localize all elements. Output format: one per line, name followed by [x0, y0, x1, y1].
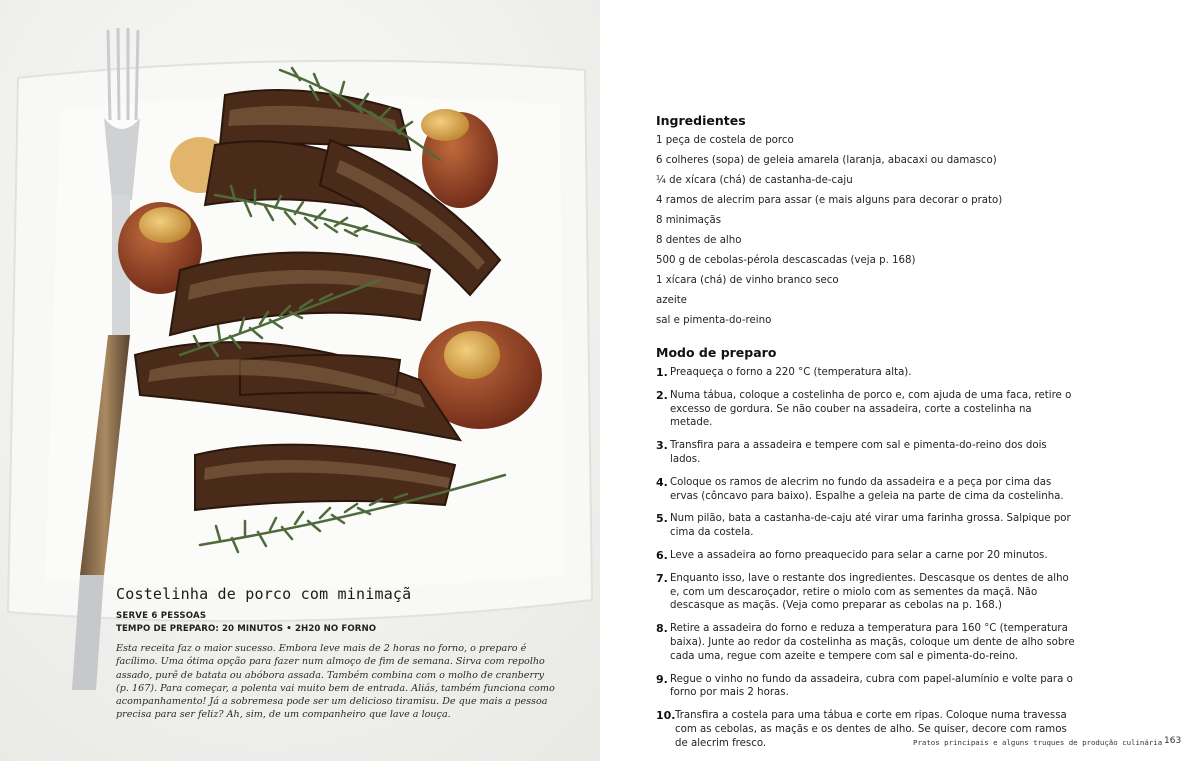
ingredient-item: 1 peça de costela de porco [656, 135, 794, 146]
servings: SERVE 6 PESSOAS [116, 611, 207, 621]
step-number: 3. [656, 439, 668, 453]
recipe-page [600, 0, 1194, 761]
step-number: 2. [656, 388, 668, 402]
ingredient-item: 4 ramos de alecrim para assar (e mais alguns para decorar o prato) [656, 195, 1003, 206]
step-number: 4. [656, 475, 668, 489]
step-text: Enquanto isso, lave o restante dos ingredientes. Descasque os dentes de alho e, com um descaroçador, retire o miolo com as sementes da maçã. Não descasque as maçãs. (Veja como preparar as cebolas na p. 168.) [670, 572, 1069, 612]
ingredient-item: 8 minimaçãs [656, 215, 722, 226]
step-text: Leve a assadeira ao forno preaquecido para selar a carne por 20 minutos. [670, 549, 1048, 561]
preparation-steps [656, 366, 1076, 760]
step-text: Preaqueça o forno a 220 °C (temperatura alta). [670, 367, 912, 378]
step-number: 9. [656, 672, 668, 686]
step-text: Numa tábua, coloque a costelinha de porco e, com ajuda de uma faca, retire o excesso de gordura. Se não couber na assadeira, corte a costelinha na metade. [670, 389, 1072, 429]
step-text: Regue o vinho no fundo da assadeira, cubra com papel-alumínio e volte para o forno por mais 2 horas. [670, 673, 1073, 699]
step-text: Coloque os ramos de alecrim no fundo da assadeira e a peça por cima das ervas (côncavo para baixo). Espalhe a geleia na parte de cima da costelinha. [670, 476, 1064, 502]
step-item [656, 439, 1076, 467]
ingredient-item: 6 colheres (sopa) de geleia amarela (laranja, abacaxi ou damasco) [656, 155, 997, 166]
step-item [656, 476, 1076, 504]
ingredient-item: azeite [656, 295, 687, 306]
ingredient-item: sal e pimenta-do-reino [656, 315, 772, 326]
step-item [656, 512, 1076, 540]
step-number: 8. [656, 622, 668, 636]
step-number: 6. [656, 548, 668, 562]
step-item [656, 366, 1076, 380]
ingredient-item: 8 dentes de alho [656, 235, 742, 246]
step-item [656, 389, 1076, 430]
step-number: 10. [656, 709, 676, 723]
page-number: 163 [1164, 736, 1182, 746]
step-number: 7. [656, 571, 668, 585]
ingredients-list [656, 131, 1002, 331]
step-item [656, 572, 1076, 613]
step-number: 1. [656, 366, 668, 379]
step-text: Retire a assadeira do forno e reduza a temperatura para 160 °C (temperatura baixa). Junte ao redor da costelinha as maçãs, coloque um dente de alho sobre cada uma, regue com azeite e tempere com sal e pimenta-do-reino. [670, 623, 1075, 662]
step-text: Transfira a costela para uma tábua e corte em ripas. Coloque numa travessa com as cebolas, as maçãs e os dentes de alho. Se quiser, decore com ramos de alecrim fresco. [675, 710, 1067, 749]
step-item [656, 673, 1076, 701]
step-number: 5. [656, 512, 668, 526]
ingredient-item: 500 g de cebolas-pérola descascadas (veja p. 168) [656, 255, 916, 266]
step-text: Num pilão, bata a castanha-de-caju até virar uma farinha grossa. Salpique por cima da costela. [670, 513, 1071, 539]
ingredient-item: ¼ de xícara (chá) de castanha-de-caju [656, 175, 853, 186]
step-item [656, 622, 1076, 663]
recipe-title: Costelinha de porco com minimaçã [116, 585, 412, 603]
ingredient-item: 1 xícara (chá) de vinho branco seco [656, 275, 839, 286]
prep-time: TEMPO DE PREPARO: 20 MINUTOS • 2H20 NO FORNO [116, 624, 377, 634]
step-item [656, 549, 1076, 563]
recipe-intro: Esta receita faz o maior sucesso. Embora leve mais de 2 horas no forno, o preparo é facílimo. Uma ótima opção para fazer num almoço de fim de semana. Sirva com repolho assado, purê de batata ou abóbora assada. Também combina com o molho de cranberry (p. 167). Para começar, a polenta vai muito bem de entrada. Aliás, também funciona como acompanhamento! Já a sobremesa pode ser um delicioso tiramisu. De que mais a pessoa precisa para ser feliz? Ah, sim, de um companheiro que lave a louça. [116, 643, 555, 721]
preparation-heading: Modo de preparo [656, 345, 777, 360]
step-text: Transfira para a assadeira e tempere com sal e pimenta-do-reino dos dois lados. [670, 440, 1047, 465]
ingredients-heading: Ingredientes [656, 113, 746, 128]
running-footer: Pratos principais e alguns truques de produção culinária [913, 738, 1163, 747]
